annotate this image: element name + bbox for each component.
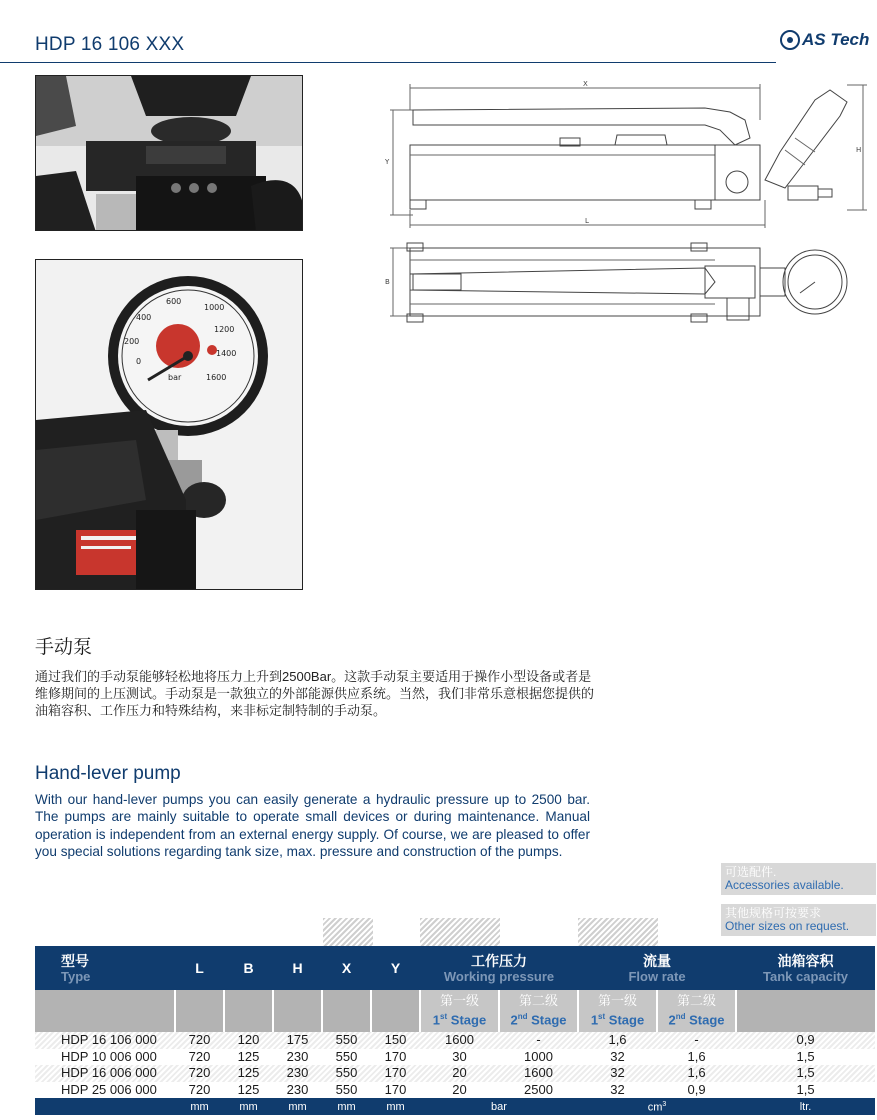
- svg-text:400: 400: [136, 313, 152, 322]
- header-divider: [0, 62, 776, 63]
- unit-mm: mm: [239, 1100, 258, 1113]
- accessories-note-en: Accessories available.: [725, 878, 844, 892]
- header-l: L: [195, 960, 204, 976]
- astech-logo: [780, 30, 869, 50]
- logo-text: AS Tech: [802, 30, 870, 49]
- unit-mm: mm: [386, 1100, 405, 1113]
- dim-l-label: L: [585, 217, 589, 225]
- dim-b-label: B: [385, 278, 390, 286]
- table-subheader-row: [35, 990, 875, 1032]
- en-description: With our hand-lever pumps you can easily generate a hydraulic pressure up to 2500 bar. The pumps are mainly suitable to operate small devices or during maintenance. Manual operation is independent from an external energy supply. Of course, we are pleased to offer you special solutions regarding tank size, max. pressure and construction of the pumps.: [35, 792, 590, 859]
- header-working-pressure: 工作压力 Working pressure: [443, 952, 555, 984]
- side-view-drawing: [385, 80, 875, 230]
- cn-heading: 手动泵: [35, 637, 93, 658]
- accessories-note-cn: 可选配件.: [725, 865, 777, 879]
- table-row: HDP 25 006 000 720 125 230 550 170 20 2500 32 0,9 1,5: [35, 1082, 875, 1099]
- header-h: H: [292, 960, 303, 976]
- subheader-flow-stage2: 第二级 2nd Stage: [657, 990, 736, 1032]
- unit-bar: bar: [491, 1100, 507, 1113]
- en-heading: Hand-lever pump: [35, 763, 181, 784]
- hatch-decoration: [578, 918, 658, 946]
- dim-y-label: Y: [385, 158, 390, 166]
- pressure-gauge-photo: [35, 259, 303, 590]
- svg-text:1200: 1200: [214, 325, 235, 334]
- unit-cm3: $cm^3$: [647, 1101, 667, 1114]
- header-tank-capacity: 油箱容积 Tank capacity: [763, 952, 849, 984]
- subheader-pressure-stage1: 第一级 1st Stage: [420, 990, 499, 1032]
- table-header-row: [35, 946, 875, 990]
- other-sizes-note: [721, 904, 876, 936]
- table-row: HDP 10 006 000 720 125 230 550 170 30 1000 32 1,6 1,5: [35, 1049, 875, 1066]
- unit-mm: mm: [337, 1100, 356, 1113]
- other-sizes-note-cn: 其他规格可按要求: [725, 906, 822, 920]
- logo-mark-icon: [780, 30, 800, 50]
- other-sizes-note-en: Other sizes on request.: [725, 919, 850, 933]
- table-units-row: [35, 1098, 875, 1115]
- header-b: B: [243, 960, 254, 976]
- table-row: HDP 16 106 000 720 120 175 550 150 1600 - 1,6 - 0,9: [35, 1032, 875, 1049]
- specification-table: [35, 946, 875, 1115]
- svg-text:600: 600: [166, 297, 182, 306]
- dim-h-label: H: [856, 146, 862, 154]
- hatch-decoration: [420, 918, 500, 946]
- cn-description: 通过我们的手动泵能够轻松地将压力上升到2500Bar。这款手动泵主要适用于操作小型设备或者是维修期间的上压测试。手动泵是一款独立的外部能源供应系统。当然，我们非常乐意根据您提供的油箱容积、工作压力和特殊结构，来非标定制特制的手动泵。: [35, 669, 595, 718]
- top-view-drawing: [385, 238, 875, 328]
- unit-mm: mm: [288, 1100, 307, 1113]
- hatch-decoration: [323, 918, 373, 946]
- table-row: HDP 16 006 000 720 125 230 550 170 20 1600 32 1,6 1,5: [35, 1065, 875, 1082]
- header-x: X: [341, 960, 352, 976]
- header-type: 型号 Type: [61, 952, 91, 984]
- svg-text:200: 200: [124, 337, 140, 346]
- svg-text:1600: 1600: [206, 373, 227, 382]
- accessories-note: [721, 863, 876, 895]
- header-y: Y: [390, 960, 401, 976]
- header-flow-rate: 流量 Flow rate: [628, 952, 686, 984]
- subheader-flow-stage1: 第一级 1st Stage: [578, 990, 657, 1032]
- svg-text:1000: 1000: [204, 303, 225, 312]
- svg-text:bar: bar: [168, 373, 182, 382]
- subheader-pressure-stage2: 第二级 2nd Stage: [499, 990, 578, 1032]
- unit-mm: mm: [190, 1100, 209, 1113]
- svg-text:0: 0: [136, 357, 142, 366]
- pump-closeup-photo: [35, 75, 303, 231]
- svg-text:1400: 1400: [216, 349, 237, 358]
- dim-x-label: X: [583, 80, 588, 88]
- document-title: HDP 16 106 XXX: [35, 34, 185, 55]
- unit-ltr: ltr.: [799, 1100, 812, 1113]
